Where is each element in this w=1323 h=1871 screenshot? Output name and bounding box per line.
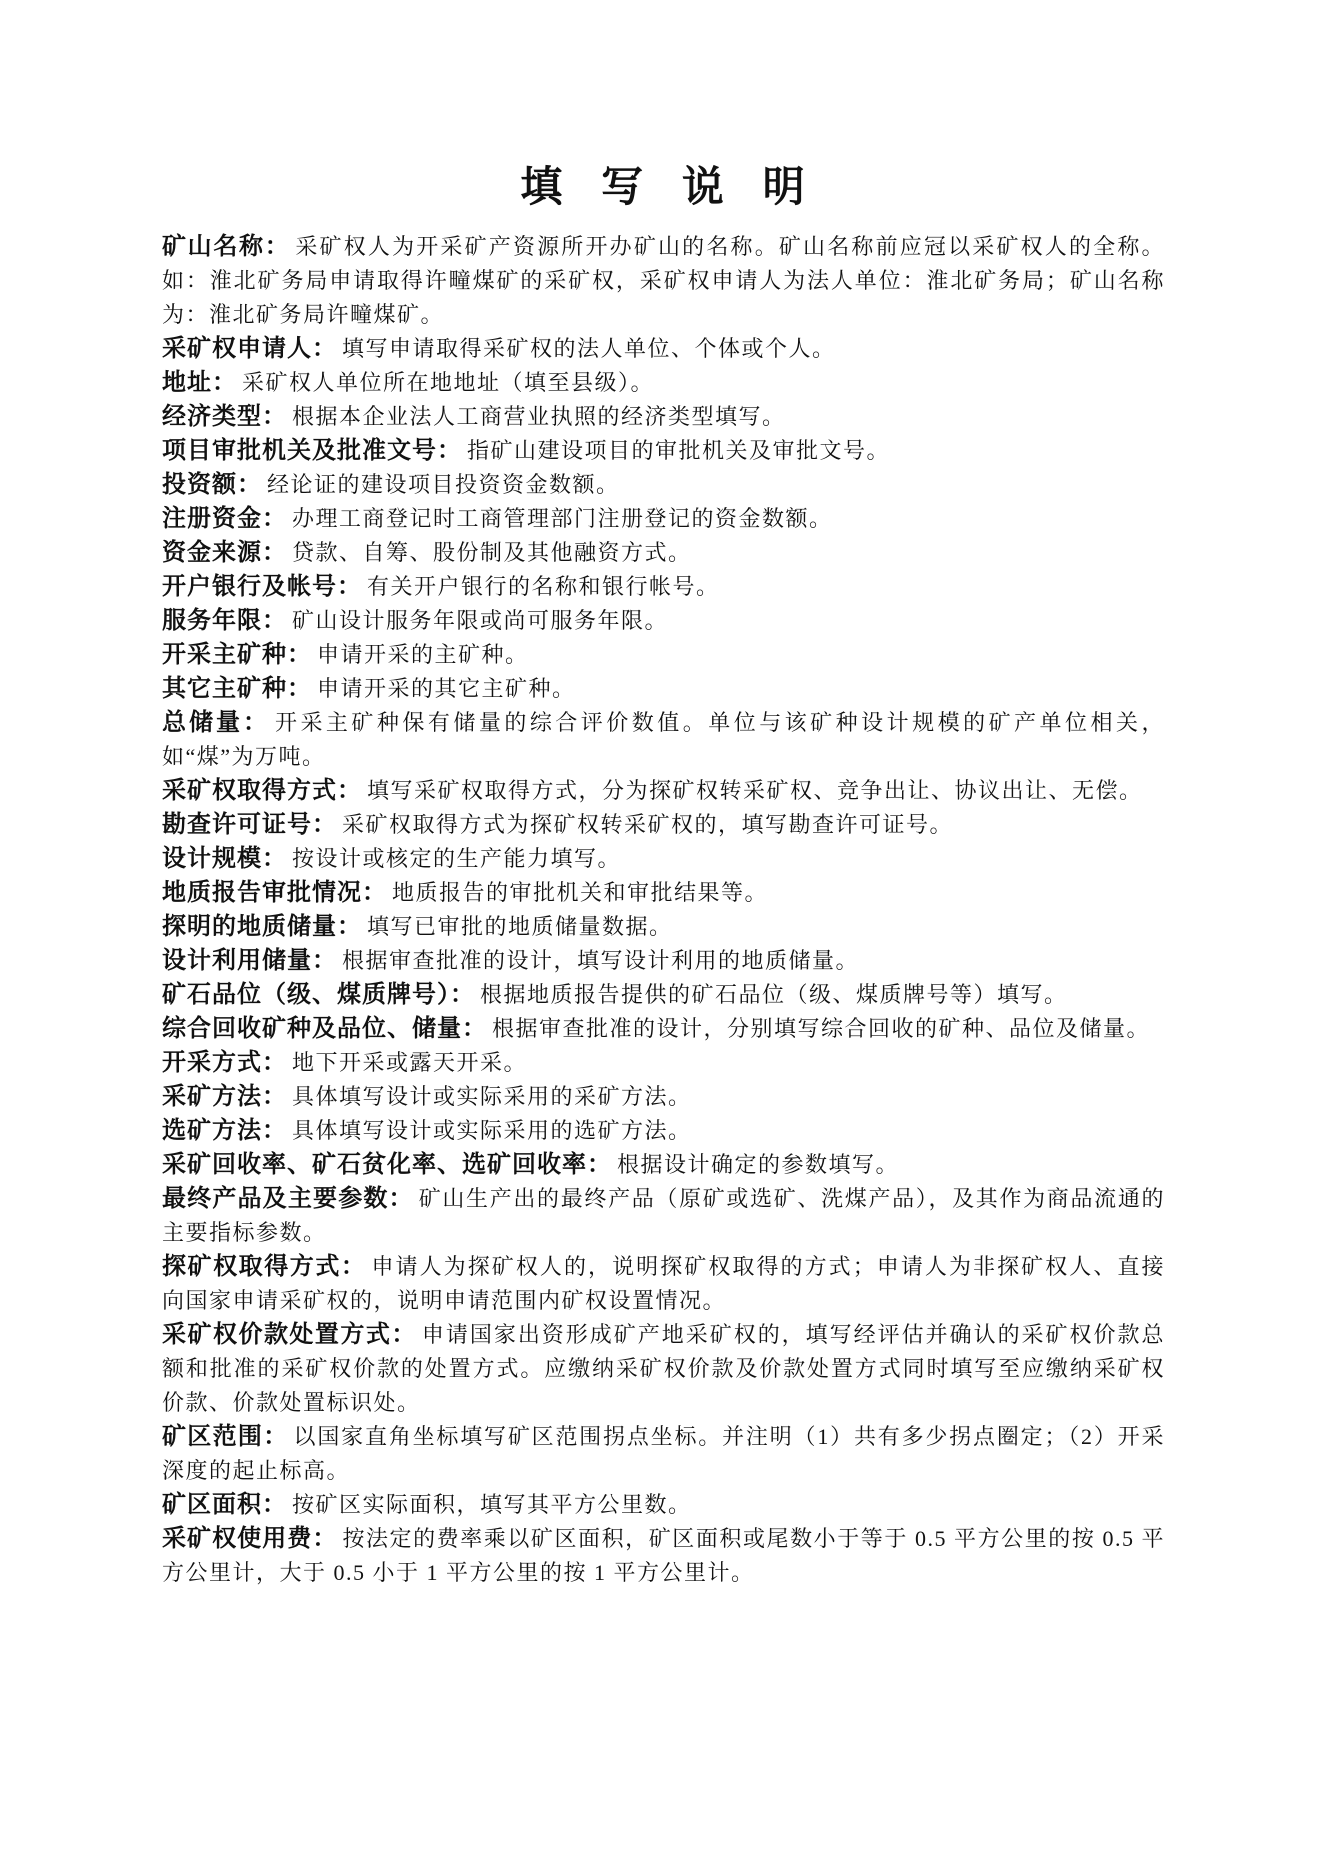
instruction-mining-right-usage-fee — [162, 1522, 1165, 1590]
field-description: 贷款、自筹、股份制及其他融资方式。 — [292, 540, 692, 565]
instruction-total-reserves — [162, 706, 1165, 774]
instruction-capital-source — [162, 536, 1165, 570]
field-description: 根据本企业法人工商营业执照的经济类型填写。 — [292, 404, 786, 429]
field-label: 资金来源： — [162, 539, 287, 566]
instruction-other-main-minerals — [162, 672, 1165, 706]
field-label: 探明的地质储量： — [162, 913, 362, 940]
field-label: 矿石品位（级、煤质牌号）： — [162, 981, 475, 1008]
field-label: 项目审批机关及批准文号： — [162, 437, 462, 464]
field-label: 地址： — [162, 369, 237, 396]
field-label: 采矿回收率、矿石贫化率、选矿回收率： — [162, 1151, 612, 1178]
field-description: 按设计或核定的生产能力填写。 — [292, 846, 622, 871]
field-label: 服务年限： — [162, 607, 287, 634]
field-description: 经论证的建设项目投资资金数额。 — [267, 472, 620, 497]
instruction-exploration-license-no — [162, 808, 1165, 842]
instruction-address — [162, 366, 1165, 400]
field-description: 办理工商登记时工商管理部门注册登记的资金数额。 — [292, 506, 833, 531]
field-label: 总储量： — [162, 709, 270, 736]
instruction-mining-right-price-disposal — [162, 1318, 1165, 1420]
instruction-mining-area-extent — [162, 1420, 1165, 1488]
field-label: 采矿权取得方式： — [162, 777, 362, 804]
field-description: 根据审查批准的设计，分别填写综合回收的矿种、品位及储量。 — [492, 1016, 1151, 1041]
instruction-mining-right-acquisition-method — [162, 774, 1165, 808]
field-label: 勘查许可证号： — [162, 811, 337, 838]
instruction-main-mineral-mined — [162, 638, 1165, 672]
instruction-registered-capital — [162, 502, 1165, 536]
field-label: 地质报告审批情况： — [162, 879, 387, 906]
field-description: 地下开采或露天开采。 — [292, 1050, 528, 1075]
instruction-comprehensive-recovery-minerals — [162, 1012, 1165, 1046]
field-label: 矿山名称： — [162, 233, 291, 260]
instruction-final-products-and-parameters — [162, 1182, 1165, 1250]
instruction-geological-report-approval — [162, 876, 1165, 910]
field-description: 以国家直角坐标填写矿区范围拐点坐标。并注明（1）共有多少拐点圈定；（2）开采深度的起止标高。 — [162, 1424, 1165, 1483]
instruction-economic-type — [162, 400, 1165, 434]
instruction-ore-dressing-method — [162, 1114, 1165, 1148]
instruction-mining-area-size — [162, 1488, 1165, 1522]
field-label: 开采方式： — [162, 1049, 287, 1076]
field-description: 具体填写设计或实际采用的选矿方法。 — [292, 1118, 692, 1143]
field-label: 选矿方法： — [162, 1117, 287, 1144]
instruction-project-approval-authority — [162, 434, 1165, 468]
field-description: 有关开户银行的名称和银行帐号。 — [367, 574, 720, 599]
page-title: 填 写 说 明 — [520, 163, 807, 210]
instruction-bank-and-account-no — [162, 570, 1165, 604]
field-description: 指矿山建设项目的审批机关及审批文号。 — [467, 438, 891, 463]
field-label: 采矿权价款处置方式： — [162, 1321, 417, 1348]
field-description: 申请国家出资形成矿产地采矿权的，填写经评估并确认的采矿权价款总额和批准的采矿权价款的处置方式。应缴纳采矿权价款及价款处置方式同时填写至应缴纳采矿权价款、价款处置标识处。 — [162, 1322, 1165, 1415]
field-label: 开采主矿种： — [162, 641, 312, 668]
instruction-ore-grade-coal-brand — [162, 978, 1165, 1012]
instruction-investment-amount — [162, 468, 1165, 502]
field-label: 采矿方法： — [162, 1083, 287, 1110]
field-description: 采矿权人单位所在地地址（填至县级）。 — [242, 370, 655, 395]
instruction-design-utilized-reserves — [162, 944, 1165, 978]
field-description: 按矿区实际面积，填写其平方公里数。 — [292, 1492, 692, 1517]
field-label: 综合回收矿种及品位、储量： — [162, 1015, 487, 1042]
field-label: 最终产品及主要参数： — [162, 1185, 414, 1212]
field-description: 申请开采的主矿种。 — [317, 642, 529, 667]
field-label: 其它主矿种： — [162, 675, 312, 702]
instruction-recovery-and-dilution-rates — [162, 1148, 1165, 1182]
field-description: 采矿权取得方式为探矿权转采矿权的，填写勘查许可证号。 — [342, 812, 954, 837]
field-label: 矿区范围： — [162, 1423, 289, 1450]
field-label: 投资额： — [162, 471, 262, 498]
field-label: 采矿权使用费： — [162, 1525, 338, 1552]
instruction-exploration-right-acquisition-method — [162, 1250, 1165, 1318]
field-description: 填写已审批的地质储量数据。 — [367, 914, 673, 939]
field-label: 采矿权申请人： — [162, 335, 337, 362]
field-description: 地质报告的审批机关和审批结果等。 — [392, 880, 769, 905]
instruction-mining-type — [162, 1046, 1165, 1080]
field-description: 根据审查批准的设计，填写设计利用的地质储量。 — [342, 948, 860, 973]
instruction-service-life — [162, 604, 1165, 638]
field-description: 按法定的费率乘以矿区面积，矿区面积或尾数小于等于 0.5 平方公里的按 0.5 平方公里计，大于 0.5 小于 1 平方公里的按 1 平方公里计。 — [162, 1526, 1166, 1585]
field-label: 设计规模： — [162, 845, 287, 872]
field-description: 申请开采的其它主矿种。 — [317, 676, 576, 701]
field-description: 申请人为探矿权人的，说明探矿权取得的方式；申请人为非探矿权人、直接向国家申请采矿权的，说明申请范围内矿权设置情况。 — [162, 1254, 1165, 1313]
field-description: 采矿权人为开采矿产资源所开办矿山的名称。矿山名称前应冠以采矿权人的全称。如：淮北矿务局申请取得许疃煤矿的采矿权，采矿权申请人为法人单位：淮北矿务局；矿山名称为：淮北矿务局许疃煤矿。 — [162, 234, 1165, 327]
instructions-list — [162, 230, 1165, 1590]
field-description: 根据设计确定的参数填写。 — [617, 1152, 900, 1177]
field-label: 矿区面积： — [162, 1491, 287, 1518]
field-label: 探矿权取得方式： — [162, 1253, 367, 1280]
instruction-mine-name — [162, 230, 1165, 332]
field-description: 开采主矿种保有储量的综合评价数值。单位与该矿种设计规模的矿产单位相关，如“煤”为万吨。 — [162, 710, 1165, 769]
field-description: 矿山设计服务年限或尚可服务年限。 — [292, 608, 669, 633]
instruction-design-scale — [162, 842, 1165, 876]
field-description: 具体填写设计或实际采用的采矿方法。 — [292, 1084, 692, 1109]
field-label: 注册资金： — [162, 505, 287, 532]
instruction-mining-right-applicant — [162, 332, 1165, 366]
instruction-mining-method — [162, 1080, 1165, 1114]
instruction-proven-geological-reserves — [162, 910, 1165, 944]
field-description: 根据地质报告提供的矿石品位（级、煤质牌号等）填写。 — [480, 982, 1068, 1007]
field-label: 开户银行及帐号： — [162, 573, 362, 600]
field-description: 矿山生产出的最终产品（原矿或选矿、洗煤产品），及其作为商品流通的主要指标参数。 — [162, 1186, 1165, 1245]
field-label: 经济类型： — [162, 403, 287, 430]
field-description: 填写采矿权取得方式，分为探矿权转采矿权、竞争出让、协议出让、无偿。 — [367, 778, 1143, 803]
field-label: 设计利用储量： — [162, 947, 337, 974]
field-description: 填写申请取得采矿权的法人单位、个体或个人。 — [342, 336, 836, 361]
